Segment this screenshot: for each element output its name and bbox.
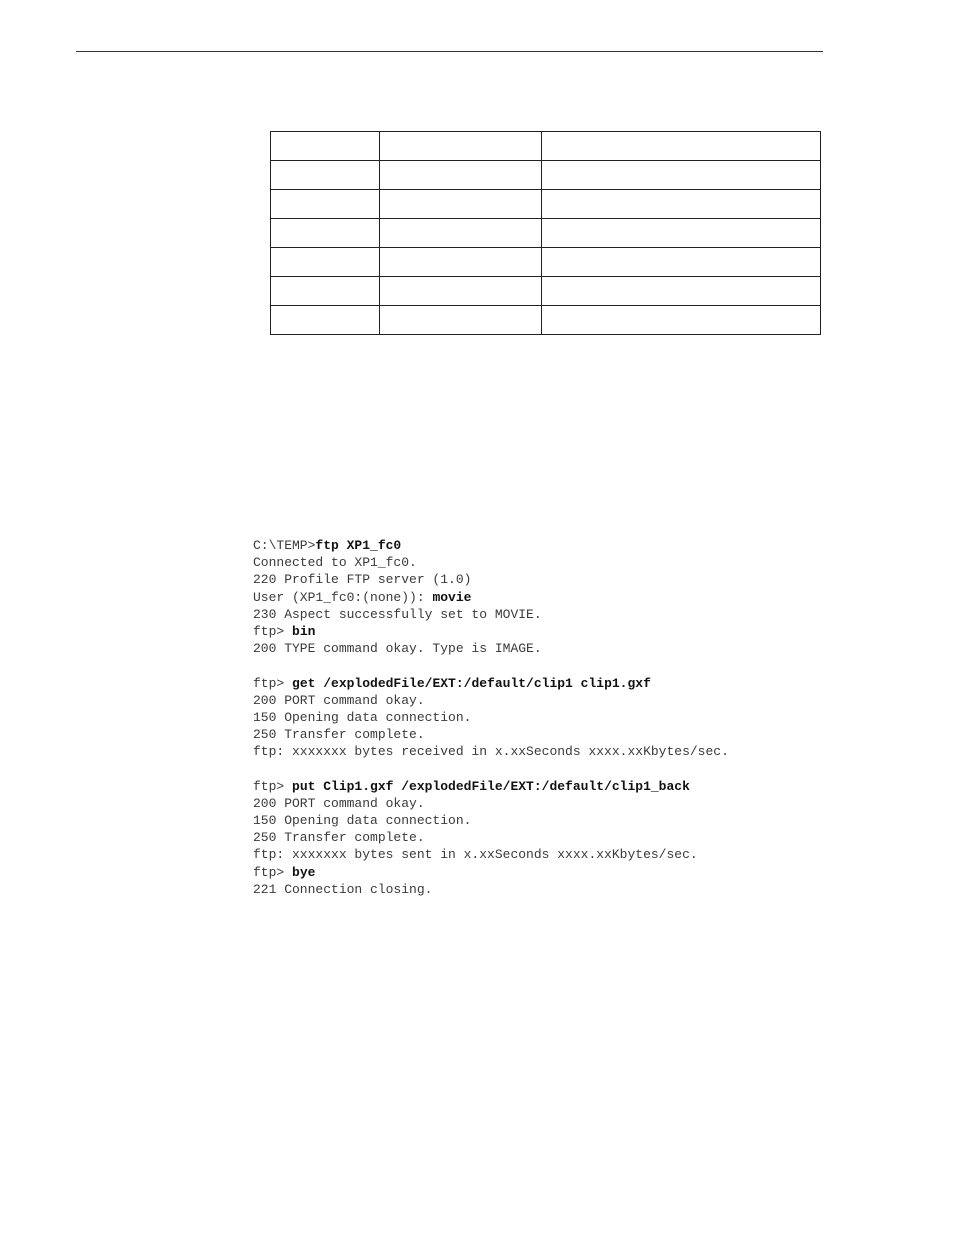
output-text: 150 Opening data connection. [253, 709, 472, 725]
output-text: 150 Opening data connection. [253, 813, 472, 828]
transcript-line [253, 623, 729, 640]
output-text: Connected to XP1_fc0. [253, 555, 417, 571]
transcript-line [253, 692, 729, 709]
transcript-line [253, 760, 729, 777]
table-cell [380, 219, 542, 248]
table-row [271, 248, 821, 277]
table-row [271, 190, 821, 219]
transcript-line [253, 571, 729, 588]
table-cell [271, 190, 380, 219]
typed-command: movie [432, 589, 472, 605]
table-cell [542, 306, 821, 335]
table-cell [542, 190, 821, 219]
transcript-line [253, 657, 729, 674]
transcript-line [253, 829, 729, 846]
transcript-line [253, 812, 729, 829]
table-cell [380, 190, 542, 219]
transcript-line [253, 606, 729, 623]
table-cell [380, 161, 542, 190]
table-cell [271, 219, 380, 248]
table-cell [542, 161, 821, 190]
output-text: ftp: xxxxxxx bytes sent in x.xxSeconds xxxx.xxKbytes/sec. [253, 847, 698, 863]
table-cell [380, 306, 542, 335]
output-text: 200 PORT command okay. [253, 795, 425, 811]
output-text: ftp> [253, 864, 293, 880]
output-text: 200 PORT command okay. [253, 692, 425, 708]
table-cell [542, 132, 821, 161]
transcript-line [253, 589, 729, 606]
output-text: User (XP1_fc0:(none)): [253, 589, 433, 605]
table-cell [271, 306, 380, 335]
transcript-line [253, 778, 729, 795]
output-text: ftp: xxxxxxx bytes received in x.xxSeconds xxxx.xxKbytes/sec. [253, 744, 729, 760]
transcript-line [253, 846, 729, 863]
transcript-line [253, 881, 729, 898]
output-text: C:\TEMP> [253, 538, 316, 553]
header-rule [76, 51, 823, 52]
table-cell [380, 277, 542, 306]
table-cell [542, 219, 821, 248]
table-row [271, 277, 821, 306]
table-cell [542, 277, 821, 306]
transcript-line [253, 554, 729, 571]
typed-command: bye [292, 864, 316, 880]
table-row [271, 161, 821, 190]
output-text: ftp> [253, 675, 293, 691]
table-cell [542, 248, 821, 277]
table-cell [271, 277, 380, 306]
output-text: 230 Aspect successfully set to MOVIE. [253, 606, 542, 622]
transcript-line [253, 537, 729, 554]
output-text: 221 Connection closing. [253, 881, 433, 897]
typed-command: get /explodedFile/EXT:/default/clip1 clip1.gxf [292, 675, 651, 691]
transcript-line [253, 640, 729, 657]
transcript-line [253, 795, 729, 812]
reference-table [270, 131, 821, 335]
typed-command: put Clip1.gxf /explodedFile/EXT:/default/clip1_back [292, 778, 690, 794]
table-row [271, 219, 821, 248]
table-cell [271, 161, 380, 190]
transcript-line [253, 709, 729, 726]
output-text: 220 Profile FTP server (1.0) [253, 572, 472, 588]
typed-command: ftp XP1_fc0 [315, 538, 402, 553]
output-text: 250 Transfer complete. [253, 830, 425, 846]
table-cell [380, 248, 542, 277]
table-cell [271, 132, 380, 161]
transcript-line [253, 726, 729, 743]
table-row [271, 306, 821, 335]
transcript-line [253, 864, 729, 881]
output-text: ftp> [253, 778, 293, 794]
output-text: 250 Transfer complete. [253, 727, 425, 743]
ftp-session-transcript [253, 537, 729, 898]
table-cell [380, 132, 542, 161]
output-text: 200 TYPE command okay. Type is IMAGE. [253, 641, 542, 657]
table-body [271, 132, 821, 335]
table-row [271, 132, 821, 161]
table-cell [271, 248, 380, 277]
transcript-line [253, 675, 729, 692]
transcript-line [253, 743, 729, 760]
typed-command: bin [292, 623, 316, 639]
output-text: ftp> [253, 623, 293, 639]
